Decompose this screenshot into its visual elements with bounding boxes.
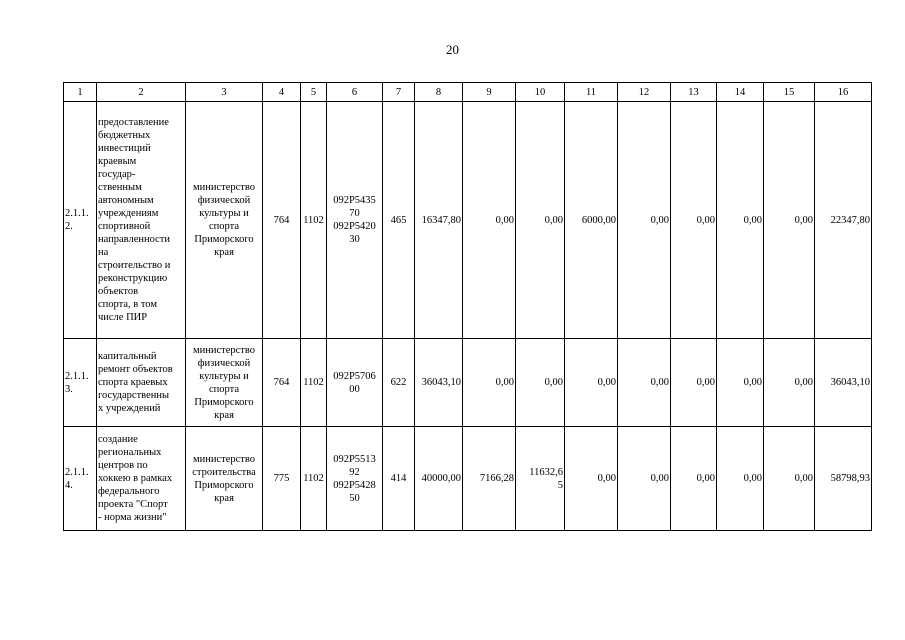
cell-col13: 0,00	[671, 339, 717, 427]
header-cell: 12	[618, 83, 671, 102]
cell-col14: 0,00	[717, 427, 764, 531]
header-cell: 8	[415, 83, 463, 102]
cell-col4: 775	[263, 427, 301, 531]
cell-col12: 0,00	[618, 339, 671, 427]
item-number: 2.1.1. 2.	[64, 102, 97, 339]
cell-col8: 16347,80	[415, 102, 463, 339]
cell-col7: 465	[383, 102, 415, 339]
cell-code: 092Р5706 00	[327, 339, 383, 427]
item-number: 2.1.1. 4.	[64, 427, 97, 531]
header-cell: 4	[263, 83, 301, 102]
header-cell: 5	[301, 83, 327, 102]
header-cell: 10	[516, 83, 565, 102]
cell-col12: 0,00	[618, 427, 671, 531]
cell-col13: 0,00	[671, 427, 717, 531]
header-cell: 9	[463, 83, 516, 102]
cell-col5: 1102	[301, 339, 327, 427]
header-cell: 16	[815, 83, 872, 102]
item-organization: министерство строительства Приморского края	[186, 427, 263, 531]
cell-col7: 414	[383, 427, 415, 531]
header-cell: 6	[327, 83, 383, 102]
cell-col10: 0,00	[516, 339, 565, 427]
cell-col4: 764	[263, 339, 301, 427]
table-row	[64, 427, 872, 531]
cell-code: 092Р5513 92 092Р5428 50	[327, 427, 383, 531]
cell-col10: 11632,6 5	[516, 427, 565, 531]
budget-table	[63, 82, 872, 531]
header-cell: 7	[383, 83, 415, 102]
cell-col4: 764	[263, 102, 301, 339]
header-cell: 3	[186, 83, 263, 102]
table-row	[64, 102, 872, 339]
cell-col11: 6000,00	[565, 102, 618, 339]
cell-col15: 0,00	[764, 427, 815, 531]
cell-col9: 7166,28	[463, 427, 516, 531]
header-cell: 13	[671, 83, 717, 102]
item-organization: министерство физической культуры и спорта Приморского края	[186, 102, 263, 339]
cell-col5: 1102	[301, 427, 327, 531]
header-cell: 2	[97, 83, 186, 102]
cell-code: 092Р5435 70 092Р5420 30	[327, 102, 383, 339]
cell-col13: 0,00	[671, 102, 717, 339]
cell-col10: 0,00	[516, 102, 565, 339]
cell-col14: 0,00	[717, 339, 764, 427]
cell-col5: 1102	[301, 102, 327, 339]
cell-col16: 36043,10	[815, 339, 872, 427]
header-row	[64, 83, 872, 102]
item-name: капитальный ремонт объектов спорта краевых государственны х учреждений	[97, 339, 186, 427]
header-cell: 11	[565, 83, 618, 102]
cell-col16: 58798,93	[815, 427, 872, 531]
header-cell: 15	[764, 83, 815, 102]
header-cell: 14	[717, 83, 764, 102]
cell-col7: 622	[383, 339, 415, 427]
item-name: предоставление бюджетных инвестиций краевым государ- ственным автономным учреждениям спортивной направленности на строительство и реконструкцию объектов спорта, в том числе ПИР	[97, 102, 186, 339]
cell-col15: 0,00	[764, 102, 815, 339]
cell-col15: 0,00	[764, 339, 815, 427]
page-number: 20	[446, 42, 459, 57]
table-row	[64, 339, 872, 427]
item-name: создание региональных центров по хоккею в рамках федерального проекта "Спорт - норма жизни"	[97, 427, 186, 531]
item-number: 2.1.1. 3.	[64, 339, 97, 427]
cell-col8: 36043,10	[415, 339, 463, 427]
cell-col9: 0,00	[463, 339, 516, 427]
cell-col11: 0,00	[565, 339, 618, 427]
cell-col9: 0,00	[463, 102, 516, 339]
cell-col11: 0,00	[565, 427, 618, 531]
header-cell: 1	[64, 83, 97, 102]
cell-col12: 0,00	[618, 102, 671, 339]
cell-col14: 0,00	[717, 102, 764, 339]
cell-col16: 22347,80	[815, 102, 872, 339]
cell-col8: 40000,00	[415, 427, 463, 531]
item-organization: министерство физической культуры и спорта Приморского края	[186, 339, 263, 427]
